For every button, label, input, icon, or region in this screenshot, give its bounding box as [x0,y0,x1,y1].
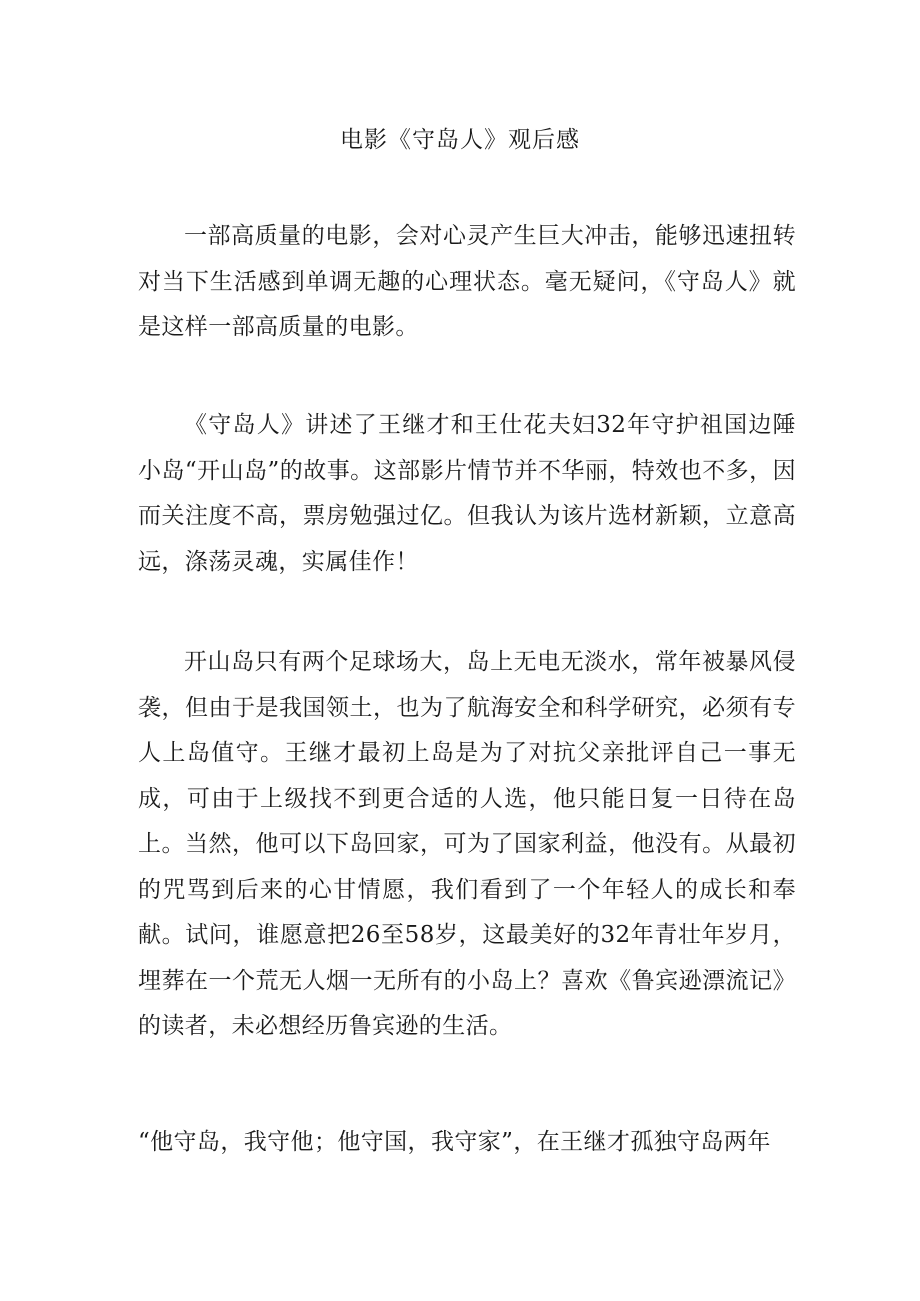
paragraph-1: 一部高质量的电影，会对心灵产生巨大冲击，能够迅速扭转对当下生活感到单调无趣的心理状态。毫无疑问，《守岛人》就是这样一部高质量的电影。 [138,223,796,340]
paragraph-4: “他守岛，我守他；他守国，我守家”，在王继才孤独守岛两年 [138,1129,771,1155]
paragraph-2: 《守岛人》讲述了王继才和王仕花夫妇32年守护祖国边陲小岛“开山岛”的故事。这部影片情节并不华丽，特效也不多，因而关注度不高，票房勉强过亿。但我认为该片选材新颖，立意高远，涤荡灵魂，实属佳作！ [138,412,796,575]
document-title: 电影《守岛人》观后感 [340,127,580,153]
paragraph-3: 开山岛只有两个足球场大，岛上无电无淡水，常年被暴风侵袭，但由于是我国领土，也为了航海安全和科学研究，必须有专人上岛值守。王继才最初上岛是为了对抗父亲批评自己一事无成，可由于上级找不到更合适的人选，他只能日复一日待在岛上。当然，他可以下岛回家，可为了国家利益，他没有。从最初的咒骂到后来的心甘情愿，我们看到了一个年轻人的成长和奉献。试问，谁愿意把26至58岁，这最美好的32年青壮年岁月，埋葬在一个荒无人烟一无所有的小岛上？喜欢《鲁宾逊漂流记》的读者，未必想经历鲁宾逊的生活。 [138,649,796,1039]
